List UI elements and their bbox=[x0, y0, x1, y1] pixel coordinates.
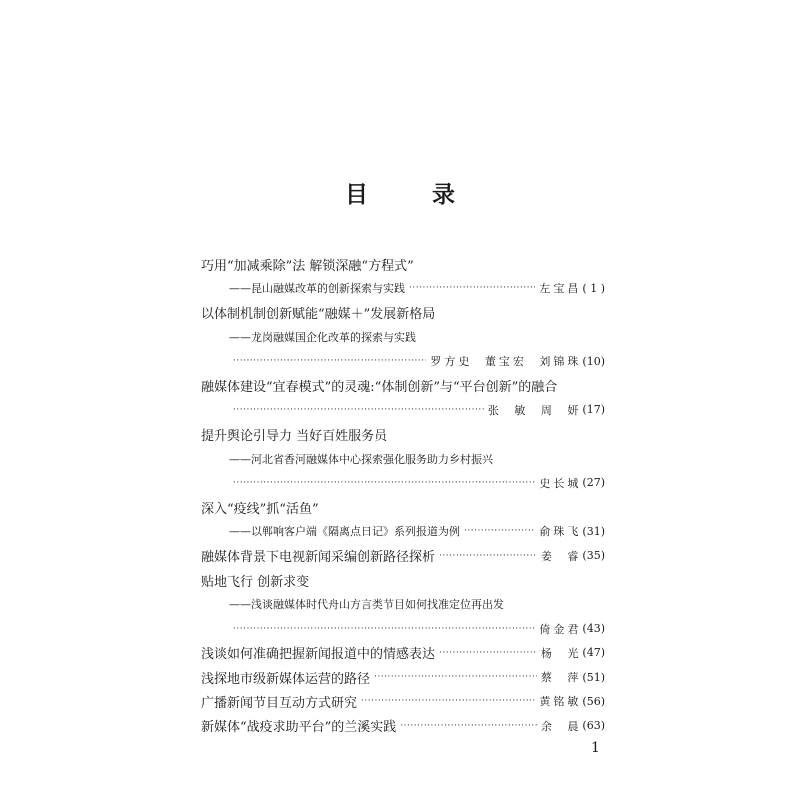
entry-subtitle: ——河北省香河融媒体中心探索强化服务助力乡村振兴 bbox=[229, 452, 493, 466]
dot-leader bbox=[233, 356, 426, 366]
entry-title: 广播新闻节目互动方式研究 bbox=[201, 695, 358, 711]
entry-author: 史长城 bbox=[539, 476, 582, 490]
toc-entry bbox=[201, 641, 605, 665]
dot-leader bbox=[233, 478, 535, 488]
toc-entry-author-line bbox=[201, 616, 605, 640]
dot-leader bbox=[233, 624, 535, 634]
entry-page: (27) bbox=[582, 476, 605, 490]
toc-entry bbox=[201, 714, 605, 738]
page-number: 1 bbox=[591, 740, 600, 756]
entry-title: 新媒体“战疫求助平台”的兰溪实践 bbox=[201, 720, 397, 736]
entry-author: 余 晨 bbox=[540, 719, 582, 733]
entry-author: 杨 光 bbox=[540, 646, 582, 660]
entry-title: 深入“疫线”抓“活鱼” bbox=[201, 501, 319, 517]
entry-subtitle: ——浅谈融媒体时代舟山方言类节目如何找准定位再出发 bbox=[229, 598, 504, 612]
toc-entry-subtitle bbox=[201, 592, 605, 616]
entry-page: (43) bbox=[582, 622, 605, 636]
dot-leader bbox=[233, 405, 484, 415]
toc-entry-author-line bbox=[201, 471, 605, 495]
toc-entry-subtitle bbox=[201, 446, 605, 470]
entry-author: 张 敏 周 妍 bbox=[487, 403, 582, 417]
entry-page: (63) bbox=[582, 719, 605, 733]
entry-title: 以体制机制创新赋能“融媒＋”发展新格局 bbox=[201, 307, 436, 323]
toc-entry-title bbox=[201, 495, 605, 519]
toc-entry bbox=[201, 689, 605, 713]
dot-leader bbox=[374, 672, 537, 682]
toc-entry bbox=[201, 544, 605, 568]
entry-page: (51) bbox=[582, 670, 605, 684]
entry-author: 蔡 萍 bbox=[540, 671, 582, 685]
entry-author: 姜 睿 bbox=[540, 549, 582, 563]
entry-title: 提升舆论引导力 当好百姓服务员 bbox=[201, 428, 388, 444]
entry-page: (56) bbox=[582, 694, 605, 708]
dot-leader bbox=[361, 696, 535, 706]
entry-title: 浅探地市级新媒体运营的路径 bbox=[201, 671, 371, 687]
entry-title: 巧用“加减乘除”法 解锁深融“方程式” bbox=[201, 258, 414, 274]
entry-author: 左宝昌 bbox=[539, 282, 582, 296]
entry-title: 融媒体背景下电视新闻采编创新路径探析 bbox=[201, 550, 436, 566]
toc-entry-title bbox=[201, 252, 605, 276]
dot-leader bbox=[409, 283, 535, 293]
toc-entry bbox=[201, 665, 605, 689]
entry-subtitle: ——以郸响客户端《隔离点日记》系列报道为例 bbox=[229, 525, 460, 539]
entry-author: 黄铭敏 bbox=[539, 695, 582, 709]
entry-page: (17) bbox=[582, 403, 605, 417]
entry-page: (47) bbox=[582, 646, 605, 660]
toc-entry-title bbox=[201, 422, 605, 446]
toc-entry-subtitle bbox=[201, 276, 605, 300]
toc-entry-subtitle bbox=[201, 519, 605, 543]
toc-entry-title bbox=[201, 373, 605, 397]
toc-entry-author-line bbox=[201, 349, 605, 373]
page-title: 目 录 bbox=[344, 181, 483, 208]
dot-leader bbox=[439, 551, 537, 561]
entry-title: 融媒体建设“宜春模式”的灵魂:“体制创新”与“平台创新”的融合 bbox=[201, 380, 558, 396]
entry-page: (35) bbox=[582, 549, 605, 563]
entry-title: 贴地飞行 创新求变 bbox=[201, 574, 310, 590]
toc-entry-author-line bbox=[201, 398, 605, 422]
entry-author: 俞珠飞 bbox=[539, 525, 582, 539]
dot-leader bbox=[439, 648, 537, 658]
entry-subtitle: ——龙岗融媒国企化改革的探索与实践 bbox=[229, 331, 416, 345]
dot-leader bbox=[464, 526, 535, 536]
entry-title: 浅谈如何准确把握新闻报道中的情感表达 bbox=[201, 647, 436, 663]
entry-page: (10) bbox=[582, 354, 605, 368]
toc-entry-subtitle bbox=[201, 325, 605, 349]
entry-author: 倚金君 bbox=[539, 622, 582, 636]
entry-page: ( 1 ) bbox=[582, 281, 605, 295]
toc-entry-title bbox=[201, 568, 605, 592]
entry-subtitle: ——昆山融媒改革的创新探索与实践 bbox=[229, 282, 405, 296]
table-of-contents bbox=[201, 252, 605, 738]
entry-page: (31) bbox=[582, 524, 605, 538]
dot-leader bbox=[400, 721, 537, 731]
entry-author: 罗方史 董宝宏 刘锦珠 bbox=[430, 355, 582, 369]
toc-entry-title bbox=[201, 301, 605, 325]
